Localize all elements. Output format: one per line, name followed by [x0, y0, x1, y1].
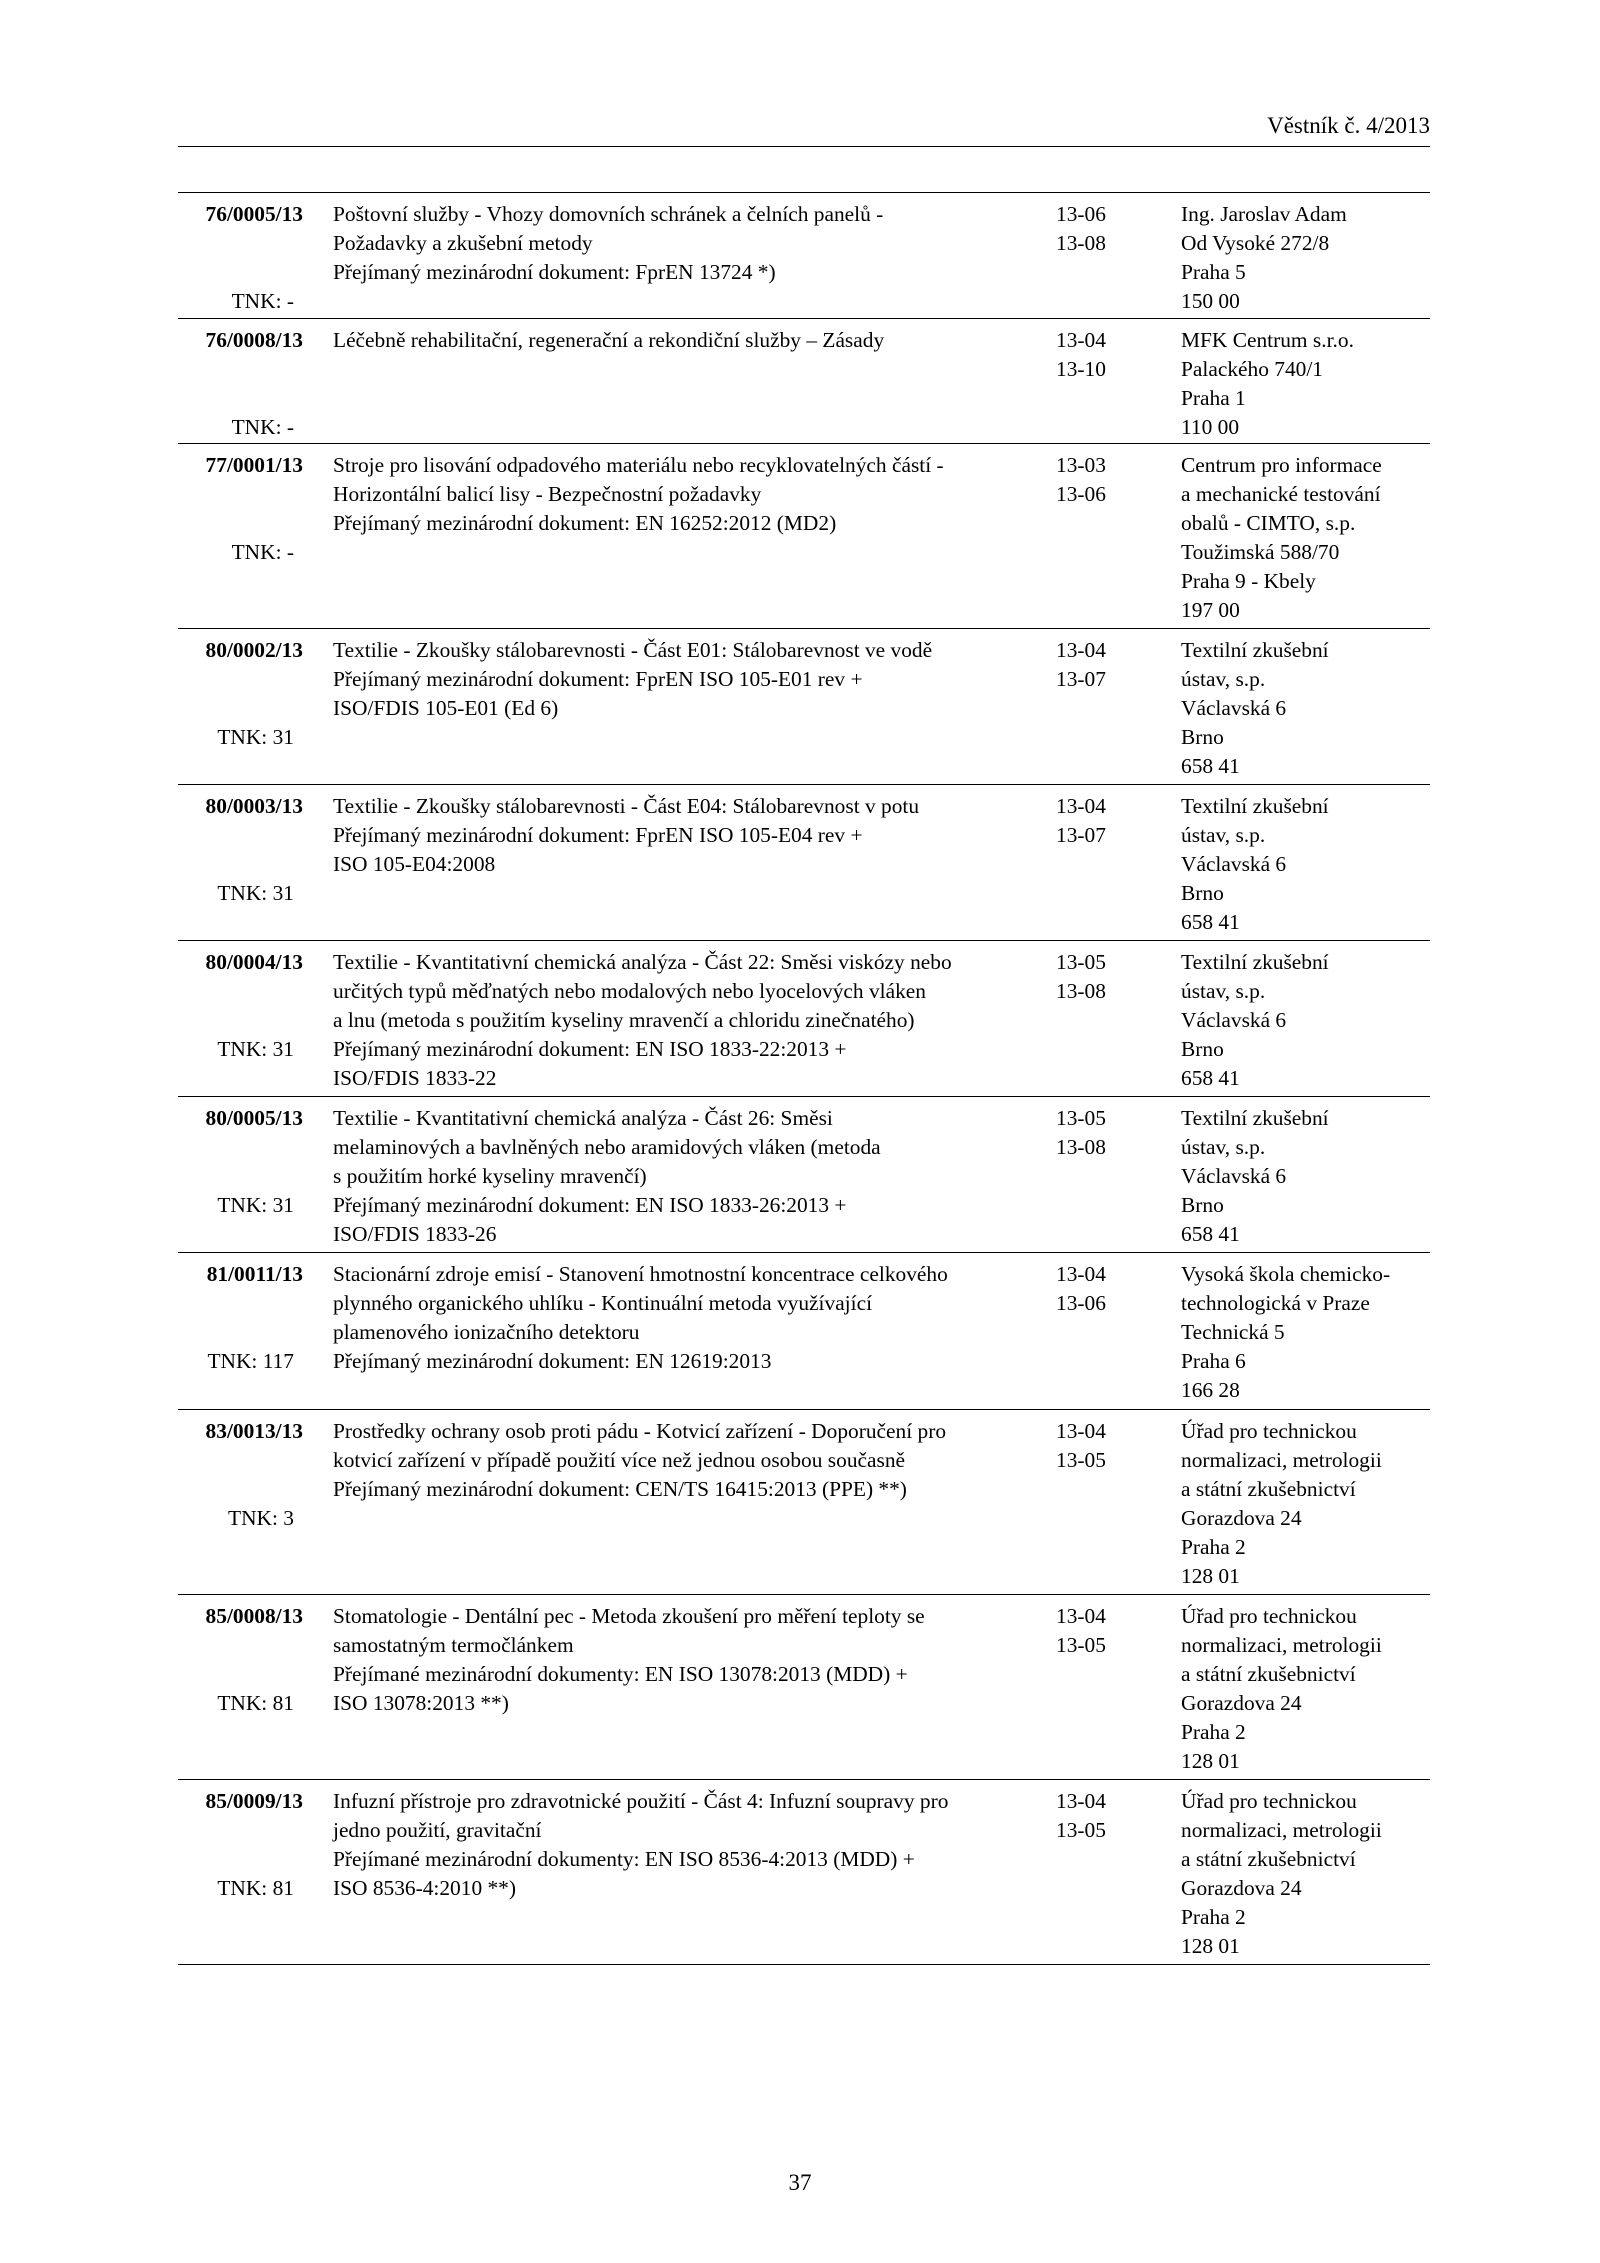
org-line: Václavská 6	[1181, 696, 1287, 720]
standards-table	[178, 192, 1430, 1965]
dates	[1056, 1787, 1136, 1845]
title-line: Textilie - Zkoušky stálobarevnosti - Část E04: Stálobarevnost v potu	[333, 794, 920, 818]
title-line: Textilie - Kvantitativní chemická analýza - Část 22: Směsi viskózy nebo	[333, 950, 952, 974]
date-start: 13-04	[1056, 1604, 1106, 1628]
dates	[1056, 326, 1136, 384]
title-line: jedno použití, gravitační	[333, 1818, 542, 1842]
date-end: 13-06	[1056, 482, 1106, 506]
table-row	[178, 1097, 1430, 1253]
org-line: Brno	[1181, 881, 1224, 905]
title-line: Přejímaný mezinárodní dokument: EN 12619:2013	[333, 1349, 772, 1373]
org-line: Gorazdova 24	[1181, 1876, 1302, 1900]
dates	[1056, 1417, 1136, 1475]
table-row	[178, 1780, 1430, 1965]
tnk-number: TNK: -	[231, 415, 294, 439]
org-line: MFK Centrum s.r.o.	[1181, 328, 1354, 352]
title-line: ISO 13078:2013 **)	[333, 1691, 509, 1715]
tnk-number: TNK: 31	[217, 1193, 294, 1217]
table-row	[178, 1253, 1430, 1410]
title-line: Prostředky ochrany osob proti pádu - Kotvicí zařízení - Doporučení pro	[333, 1419, 947, 1443]
org-line: Centrum pro informace	[1181, 453, 1382, 477]
table-row	[178, 1410, 1430, 1595]
standard-id: 85/0009/13	[205, 1789, 303, 1813]
title-line: a lnu (metoda s použitím kyseliny mravenčí a chloridu zinečnatého)	[333, 1008, 915, 1032]
title-line: určitých typů měďnatých nebo modalových nebo lyocelových vláken	[333, 979, 926, 1003]
title-line: Přejímaný mezinárodní dokument: FprEN ISO 105-E04 rev +	[333, 823, 863, 847]
org-line: normalizaci, metrologii	[1181, 1633, 1382, 1657]
date-start: 13-06	[1056, 202, 1106, 226]
date-end: 13-07	[1056, 667, 1106, 691]
tnk-number: TNK: 3	[228, 1506, 294, 1530]
org-line: Praha 2	[1181, 1905, 1246, 1929]
standard-title	[333, 948, 1033, 1093]
org-line: Textilní zkušební	[1181, 638, 1329, 662]
organization	[1181, 1417, 1426, 1591]
org-line: normalizaci, metrologii	[1181, 1818, 1382, 1842]
org-line: Textilní zkušební	[1181, 794, 1329, 818]
organization	[1181, 326, 1426, 442]
standard-title	[333, 1260, 1033, 1376]
title-line: kotvicí zařízení v případě použití více než jednou osobou současně	[333, 1448, 906, 1472]
standard-title	[333, 200, 1033, 287]
org-line: Brno	[1181, 725, 1224, 749]
table-row	[178, 193, 1430, 319]
org-line: Praha 2	[1181, 1535, 1246, 1559]
date-start: 13-04	[1056, 638, 1106, 662]
org-line: 150 00	[1181, 289, 1240, 313]
title-line: ISO 8536-4:2010 **)	[333, 1876, 517, 1900]
standard-id: 77/0001/13	[205, 453, 303, 477]
org-line: ústav, s.p.	[1181, 823, 1266, 847]
org-line: ústav, s.p.	[1181, 979, 1266, 1003]
tnk-number: TNK: 31	[217, 1037, 294, 1061]
org-line: technologická v Praze	[1181, 1291, 1370, 1315]
title-line: ISO/FDIS 1833-26	[333, 1222, 497, 1246]
org-line: a státní zkušebnictví	[1181, 1662, 1356, 1686]
tnk-number: TNK: 31	[217, 725, 294, 749]
org-line: 110 00	[1181, 415, 1240, 439]
title-line: Stacionární zdroje emisí - Stanovení hmotnostní koncentrace celkového	[333, 1262, 948, 1286]
dates	[1056, 636, 1136, 694]
standard-title	[333, 1417, 1033, 1504]
tnk-number: TNK: -	[231, 540, 294, 564]
table-row	[178, 319, 1430, 444]
org-line: 197 00	[1181, 598, 1240, 622]
org-line: a státní zkušebnictví	[1181, 1847, 1356, 1871]
date-end: 13-08	[1056, 979, 1106, 1003]
table-row	[178, 629, 1430, 785]
date-end: 13-07	[1056, 823, 1106, 847]
title-line: Horizontální balicí lisy - Bezpečnostní požadavky	[333, 482, 762, 506]
title-line: Stroje pro lisování odpadového materiálu nebo recyklovatelných částí -	[333, 453, 944, 477]
date-start: 13-04	[1056, 1262, 1106, 1286]
standard-id: 80/0004/13	[205, 950, 303, 974]
organization	[1181, 451, 1426, 625]
org-line: Vysoká škola chemicko-	[1181, 1262, 1391, 1286]
date-end: 13-05	[1056, 1818, 1106, 1842]
title-line: Textilie - Zkoušky stálobarevnosti - Část E01: Stálobarevnost ve vodě	[333, 638, 933, 662]
standard-title	[333, 1787, 1033, 1903]
title-line: ISO 105-E04:2008	[333, 852, 496, 876]
title-line: samostatným termočlánkem	[333, 1633, 574, 1657]
title-line: melaminových a bavlněných nebo aramidových vláken (metoda	[333, 1135, 881, 1159]
title-line: Přejímaný mezinárodní dokument: FprEN ISO 105-E01 rev +	[333, 667, 863, 691]
org-line: Palackého 740/1	[1181, 357, 1323, 381]
org-line: normalizaci, metrologii	[1181, 1448, 1382, 1472]
page-number: 37	[788, 2170, 812, 2195]
dates	[1056, 792, 1136, 850]
tnk-number: TNK: 81	[217, 1691, 294, 1715]
organization	[1181, 948, 1426, 1093]
tnk-number: TNK: 117	[207, 1349, 294, 1373]
title-line: Poštovní služby - Vhozy domovních schránek a čelních panelů -	[333, 202, 884, 226]
standard-id: 80/0005/13	[205, 1106, 303, 1130]
dates	[1056, 948, 1136, 1006]
org-line: ústav, s.p.	[1181, 667, 1266, 691]
org-line: Gorazdova 24	[1181, 1691, 1302, 1715]
date-end: 13-10	[1056, 357, 1106, 381]
organization	[1181, 636, 1426, 781]
org-line: 128 01	[1181, 1564, 1240, 1588]
org-line: 166 28	[1181, 1378, 1240, 1402]
standard-id: 81/0011/13	[206, 1262, 303, 1286]
organization	[1181, 200, 1426, 316]
title-line: ISO/FDIS 105-E01 (Ed 6)	[333, 696, 559, 720]
dates	[1056, 1104, 1136, 1162]
date-start: 13-03	[1056, 453, 1106, 477]
org-line: Úřad pro technickou	[1181, 1604, 1357, 1628]
title-line: plamenového ionizačního detektoru	[333, 1320, 640, 1344]
date-end: 13-05	[1056, 1448, 1106, 1472]
org-line: 658 41	[1181, 1222, 1240, 1246]
standard-title	[333, 326, 1033, 355]
tnk-number: TNK: 31	[217, 881, 294, 905]
standard-id: 76/0008/13	[205, 328, 303, 352]
date-end: 13-08	[1056, 231, 1106, 255]
org-line: 658 41	[1181, 1066, 1240, 1090]
tnk-number: TNK: -	[231, 289, 294, 313]
org-line: Praha 1	[1181, 386, 1246, 410]
org-line: 128 01	[1181, 1934, 1240, 1958]
tnk-number: TNK: 81	[217, 1876, 294, 1900]
org-line: a mechanické testování	[1181, 482, 1381, 506]
title-line: Požadavky a zkušební metody	[333, 231, 593, 255]
title-line: Přejímaný mezinárodní dokument: EN 16252:2012 (MD2)	[333, 511, 837, 535]
organization	[1181, 1787, 1426, 1961]
org-line: Od Vysoké 272/8	[1181, 231, 1330, 255]
date-end: 13-05	[1056, 1633, 1106, 1657]
standard-id: 76/0005/13	[205, 202, 303, 226]
org-line: ústav, s.p.	[1181, 1135, 1266, 1159]
org-line: Textilní zkušební	[1181, 950, 1329, 974]
org-line: Gorazdova 24	[1181, 1506, 1302, 1530]
title-line: Stomatologie - Dentální pec - Metoda zkoušení pro měření teploty se	[333, 1604, 925, 1628]
org-line: Praha 5	[1181, 260, 1246, 284]
date-start: 13-04	[1056, 1419, 1106, 1443]
date-start: 13-05	[1056, 950, 1106, 974]
dates	[1056, 1260, 1136, 1318]
title-line: Přejímaný mezinárodní dokument: EN ISO 1833-22:2013 +	[333, 1037, 847, 1061]
title-line: ISO/FDIS 1833-22	[333, 1066, 497, 1090]
standard-id: 85/0008/13	[205, 1604, 303, 1628]
organization	[1181, 792, 1426, 937]
org-line: Brno	[1181, 1037, 1224, 1061]
org-line: Václavská 6	[1181, 852, 1287, 876]
title-line: Přejímané mezinárodní dokumenty: EN ISO 13078:2013 (MDD) +	[333, 1662, 908, 1686]
publication-title: Věstník č. 4/2013	[1267, 113, 1430, 138]
org-line: Brno	[1181, 1193, 1224, 1217]
title-line: Přejímané mezinárodní dokumenty: EN ISO 8536-4:2013 (MDD) +	[333, 1847, 915, 1871]
date-end: 13-06	[1056, 1291, 1106, 1315]
table-row	[178, 444, 1430, 629]
standard-id: 83/0013/13	[205, 1419, 303, 1443]
organization	[1181, 1260, 1426, 1405]
date-start: 13-04	[1056, 1789, 1106, 1813]
dates	[1056, 451, 1136, 509]
org-line: 128 01	[1181, 1749, 1240, 1773]
org-line: 658 41	[1181, 910, 1240, 934]
org-line: Úřad pro technickou	[1181, 1419, 1357, 1443]
table-row	[178, 785, 1430, 941]
title-line: Přejímaný mezinárodní dokument: CEN/TS 16415:2013 (PPE) **)	[333, 1477, 907, 1501]
standard-title	[333, 1602, 1033, 1718]
org-line: obalů - CIMTO, s.p.	[1181, 511, 1356, 535]
org-line: Technická 5	[1181, 1320, 1285, 1344]
org-line: Praha 9 - Kbely	[1181, 569, 1316, 593]
table-row	[178, 941, 1430, 1097]
standard-title	[333, 792, 1033, 879]
standard-id: 80/0003/13	[205, 794, 303, 818]
org-line: Václavská 6	[1181, 1008, 1287, 1032]
title-line: plynného organického uhlíku - Kontinuální metoda využívající	[333, 1291, 873, 1315]
title-line: Přejímaný mezinárodní dokument: FprEN 13724 *)	[333, 260, 776, 284]
title-line: Infuzní přístroje pro zdravotnické použití - Část 4: Infuzní soupravy pro	[333, 1789, 949, 1813]
dates	[1056, 200, 1136, 258]
org-line: 658 41	[1181, 754, 1240, 778]
title-line: Přejímaný mezinárodní dokument: EN ISO 1833-26:2013 +	[333, 1193, 847, 1217]
org-line: Ing. Jaroslav Adam	[1181, 202, 1347, 226]
org-line: Praha 6	[1181, 1349, 1246, 1373]
table-row	[178, 1595, 1430, 1780]
organization	[1181, 1602, 1426, 1776]
title-line: s použitím horké kyseliny mravenčí)	[333, 1164, 647, 1188]
org-line: Úřad pro technickou	[1181, 1789, 1357, 1813]
org-line: Praha 2	[1181, 1720, 1246, 1744]
organization	[1181, 1104, 1426, 1249]
org-line: a státní zkušebnictví	[1181, 1477, 1356, 1501]
date-start: 13-05	[1056, 1106, 1106, 1130]
org-line: Textilní zkušební	[1181, 1106, 1329, 1130]
dates	[1056, 1602, 1136, 1660]
standard-id: 80/0002/13	[205, 638, 303, 662]
date-start: 13-04	[1056, 794, 1106, 818]
date-start: 13-04	[1056, 328, 1106, 352]
page-header	[178, 112, 1430, 147]
org-line: Toužimská 588/70	[1181, 540, 1340, 564]
date-end: 13-08	[1056, 1135, 1106, 1159]
title-line: Textilie - Kvantitativní chemická analýza - Část 26: Směsi	[333, 1106, 833, 1130]
title-line: Léčebně rehabilitační, regenerační a rekondiční služby – Zásady	[333, 328, 885, 352]
org-line: Václavská 6	[1181, 1164, 1287, 1188]
standard-title	[333, 1104, 1033, 1249]
standard-title	[333, 636, 1033, 723]
standard-title	[333, 451, 1033, 538]
